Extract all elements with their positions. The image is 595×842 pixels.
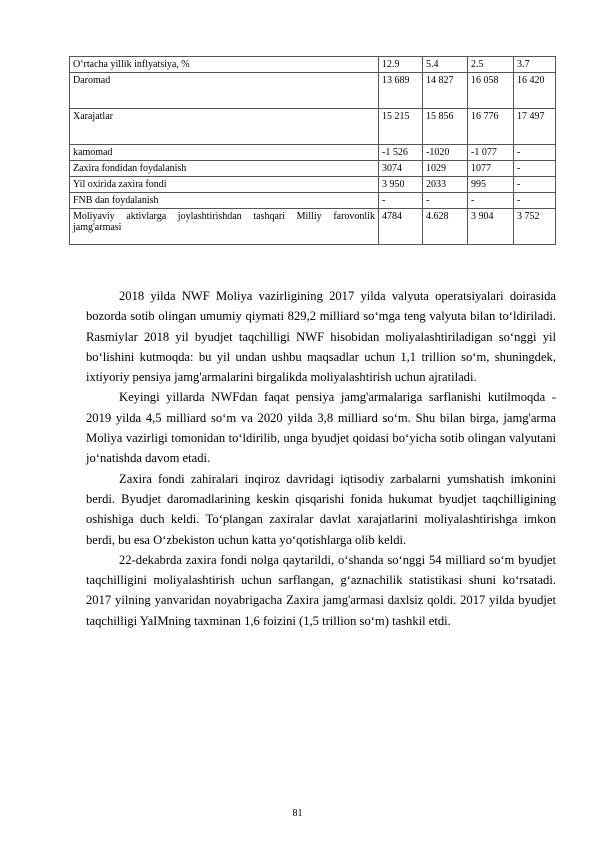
table-cell: 3074 — [379, 161, 423, 177]
table-cell: -1 526 — [379, 145, 423, 161]
row-label: Daromad — [70, 73, 379, 109]
table-cell: - — [379, 193, 423, 209]
table-cell: 3 752 — [514, 209, 556, 245]
table-cell: 1077 — [468, 161, 514, 177]
table-cell: 1029 — [423, 161, 468, 177]
table-cell: 15 856 — [423, 109, 468, 145]
table-cell: 2.5 — [468, 57, 514, 73]
paragraph: 22-dekabrda zaxira fondi nolga qaytarildi, o‘shanda so‘nggi 54 milliard so‘m byudjet taqchilligini moliyalashtirish uchun sarflangan, g‘aznachilik statistikasi shuni ko‘rsatadi. 2017 yilning yanvaridan noyabrigacha Zaxira jamg'armasi daxlsiz qoldi. 2017 yilda byudjet taqchilligi YaIMning taxminan 1,6 foizini (1,5 trillion so‘m) tashkil etdi. — [86, 552, 556, 628]
table-cell: 4.628 — [423, 209, 468, 245]
table-cell: 17 497 — [514, 109, 556, 145]
paragraph: 2018 yilda NWF Moliya vazirligining 2017 yilda valyuta operatsiyalari doirasida bozorda sotib olingan umumiy qiymati 829,2 milliard so‘mga teng valyuta bilan to‘ldiriladi. Rasmiylar 2018 yil byudjet taqchilligi NWF hisobidan moliyalashtiriladigan so‘nggi yil bo‘lishini kutmoqda: bu yil undan ushbu maqsadlar uchun 1,1 trillion so‘m, shuningdek, ixtiyoriy pensiya jamg'armalarini birgalikda moliyalashtirish uchun ajratiladi. — [86, 289, 556, 385]
table-cell: - — [514, 145, 556, 161]
table-cell: -1 077 — [468, 145, 514, 161]
table-row — [70, 177, 556, 193]
table-row — [70, 209, 556, 245]
table-row — [70, 109, 556, 145]
body-text — [86, 286, 556, 631]
row-label: Zaxira fondidan foydalanish — [70, 161, 379, 177]
table-cell: 3.7 — [514, 57, 556, 73]
table-cell: - — [514, 177, 556, 193]
row-label: kamomad — [70, 145, 379, 161]
row-label: Moliyaviy aktivlarga joylashtirishdan tashqari Milliy farovonlik jamg'armasi — [70, 209, 379, 245]
table-cell: 3 904 — [468, 209, 514, 245]
table-cell: 3 950 — [379, 177, 423, 193]
table-cell: 15 215 — [379, 109, 423, 145]
table-row — [70, 145, 556, 161]
table-cell: - — [423, 193, 468, 209]
table-row — [70, 161, 556, 177]
table-row — [70, 57, 556, 73]
table-cell: - — [468, 193, 514, 209]
table-row — [70, 73, 556, 109]
table-cell: 16 776 — [468, 109, 514, 145]
paragraph: Zaxira fondi zahiralari inqiroz davridagi iqtisodiy zarbalarni yumshatish imkonini berdi. Byudjet daromadlarining keskin qisqarishi fonida hukumat byudjet taqchilligining oshishiga duch keldi. To‘plangan zaxiralar davlat xarajatlarini moliyalashtirishga imkon berdi, bu esa O‘zbekiston uchun katta yo‘qotishlarga olib keldi. — [86, 471, 556, 547]
row-label: Yil oxirida zaxira fondi — [70, 177, 379, 193]
row-label: O‘rtacha yillik inflyatsiya, % — [70, 57, 379, 73]
table-cell: 16 420 — [514, 73, 556, 109]
table-cell: 14 827 — [423, 73, 468, 109]
table-cell: - — [514, 193, 556, 209]
fiscal-data-table — [69, 56, 556, 245]
table-cell: 2033 — [423, 177, 468, 193]
table-cell: 13 689 — [379, 73, 423, 109]
page-number: 81 — [292, 808, 303, 819]
paragraph: Keyingi yillarda NWFdan faqat pensiya jamg'armalariga sarflanishi kutilmoqda - 2019 yilda 4,5 milliard so‘m va 2020 yilda 3,8 milliard so‘m. Shu bilan birga, jamg'arma Moliya vazirligi tomonidan to‘ldirilib, unga byudjet qoidasi bo‘yicha sotib olingan valyutani jo‘natishda davom etadi. — [86, 390, 556, 466]
row-label: FNB dan foydalanish — [70, 193, 379, 209]
table-cell: 995 — [468, 177, 514, 193]
table-row — [70, 193, 556, 209]
table-cell: 12.9 — [379, 57, 423, 73]
table-cell: 16 058 — [468, 73, 514, 109]
table-cell: 5.4 — [423, 57, 468, 73]
table-cell: - — [514, 161, 556, 177]
table-cell: 4784 — [379, 209, 423, 245]
row-label: Xarajatlar — [70, 109, 379, 145]
table-cell: -1020 — [423, 145, 468, 161]
